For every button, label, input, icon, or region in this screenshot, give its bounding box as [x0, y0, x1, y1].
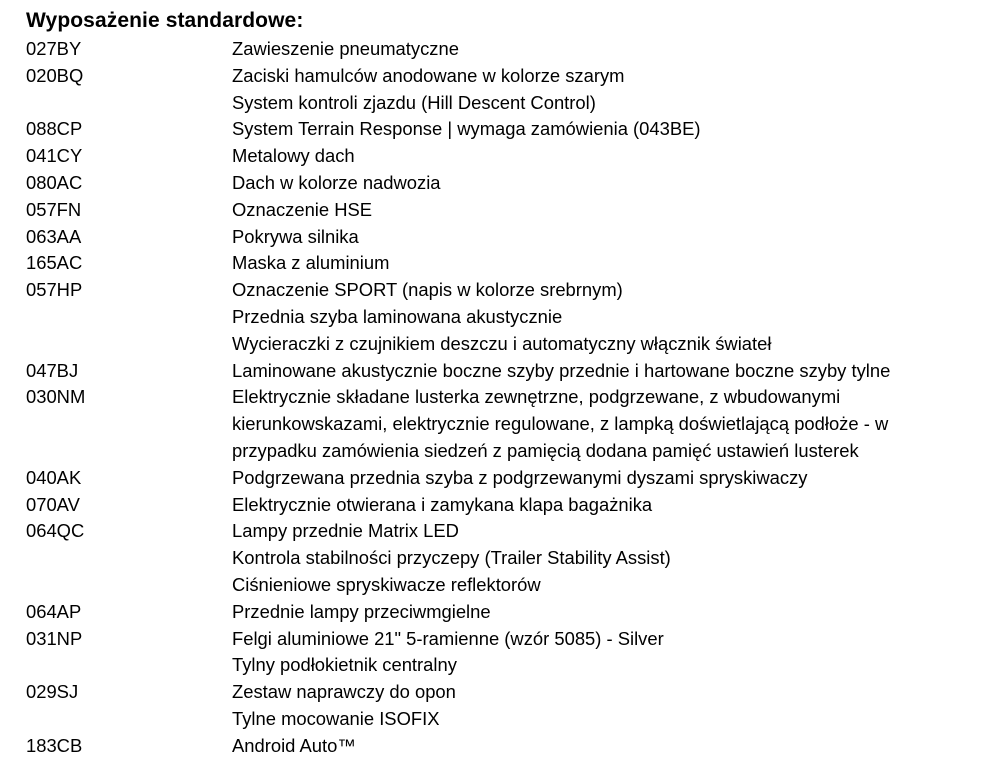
- equipment-row: [26, 63, 976, 90]
- equipment-row: [26, 358, 976, 385]
- equipment-code: 047BJ: [26, 359, 79, 381]
- equipment-row: [26, 652, 976, 679]
- equipment-code: 020BQ: [26, 64, 84, 86]
- equipment-row: [26, 706, 976, 733]
- equipment-row: [26, 116, 976, 143]
- equipment-row: [26, 465, 976, 492]
- equipment-row: [26, 224, 976, 251]
- equipment-row: [26, 277, 976, 304]
- equipment-code: 057HP: [26, 279, 83, 301]
- equipment-description: Dach w kolorze nadwozia: [232, 171, 441, 193]
- equipment-description: Elektrycznie składane lusterka zewnętrzne, podgrzewane, z wbudowanymi kierunkowskazami, elektrycznie regulowane, z lampką doświetlającą podłoże - w przypadku zamówienia siedzeń z pamięcią dodana pamięć ustawień lusterek: [232, 386, 889, 461]
- equipment-description: Pokrywa silnika: [232, 225, 359, 247]
- equipment-description: Maska z aluminium: [232, 252, 390, 274]
- equipment-code: 064QC: [26, 520, 85, 542]
- equipment-code: 031NP: [26, 627, 83, 649]
- equipment-description: Elektrycznie otwierana i zamykana klapa bagażnika: [232, 493, 653, 515]
- equipment-description: Przednia szyba laminowana akustycznie: [232, 305, 563, 327]
- equipment-description: Zestaw naprawczy do opon: [232, 681, 456, 703]
- equipment-description: Metalowy dach: [232, 145, 355, 167]
- equipment-code: 165AC: [26, 252, 83, 274]
- equipment-description: Oznaczenie SPORT (napis w kolorze srebrnym): [232, 279, 623, 301]
- equipment-code: 041CY: [26, 145, 83, 167]
- equipment-row: [26, 626, 976, 653]
- equipment-description: Kontrola stabilności przyczepy (Trailer Stability Assist): [232, 547, 671, 569]
- equipment-description: System Terrain Response | wymaga zamówienia (043BE): [232, 118, 701, 140]
- equipment-code: 088CP: [26, 118, 83, 140]
- equipment-row: [26, 492, 976, 519]
- equipment-description: Lampy przednie Matrix LED: [232, 520, 459, 542]
- equipment-code: 183CB: [26, 734, 83, 756]
- equipment-row: [26, 331, 976, 358]
- equipment-code: 070AV: [26, 493, 80, 515]
- equipment-code: 064AP: [26, 600, 82, 622]
- equipment-description: Tylne mocowanie ISOFIX: [232, 707, 440, 729]
- equipment-description: Android Auto™: [232, 734, 356, 756]
- equipment-row: [26, 197, 976, 224]
- equipment-row: [26, 599, 976, 626]
- equipment-row: [26, 36, 976, 63]
- equipment-code: 029SJ: [26, 681, 79, 703]
- equipment-description: Zawieszenie pneumatyczne: [232, 38, 459, 59]
- equipment-description: Wycieraczki z czujnikiem deszczu i automatyczny włącznik świateł: [232, 332, 772, 354]
- equipment-row: [26, 545, 976, 572]
- equipment-list: [26, 36, 976, 760]
- equipment-code: 030NM: [26, 386, 86, 408]
- equipment-code: 063AA: [26, 225, 82, 247]
- equipment-row: [26, 679, 976, 706]
- equipment-row: [26, 304, 976, 331]
- equipment-row: [26, 250, 976, 277]
- equipment-description: Laminowane akustycznie boczne szyby przednie i hartowane boczne szyby tylne: [232, 359, 891, 381]
- equipment-description: Tylny podłokietnik centralny: [232, 654, 457, 676]
- equipment-description: Oznaczenie HSE: [232, 198, 373, 220]
- equipment-code: 080AC: [26, 171, 83, 193]
- equipment-document: [26, 6, 976, 760]
- equipment-description: Ciśnieniowe spryskiwacze reflektorów: [232, 573, 541, 595]
- equipment-description: System kontroli zjazdu (Hill Descent Control): [232, 91, 596, 113]
- equipment-row: [26, 733, 976, 760]
- equipment-row: [26, 518, 976, 545]
- equipment-description: Podgrzewana przednia szyba z podgrzewanymi dyszami spryskiwaczy: [232, 466, 808, 488]
- equipment-description: Zaciski hamulców anodowane w kolorze szarym: [232, 64, 625, 86]
- equipment-code: 040AK: [26, 466, 82, 488]
- equipment-description: Przednie lampy przeciwmgielne: [232, 600, 491, 622]
- section-heading: Wyposażenie standardowe:: [26, 9, 304, 32]
- equipment-row: [26, 572, 976, 599]
- equipment-code: 027BY: [26, 38, 82, 59]
- equipment-code: 057FN: [26, 198, 82, 220]
- equipment-row: [26, 384, 976, 464]
- equipment-row: [26, 143, 976, 170]
- equipment-row: [26, 90, 976, 117]
- equipment-row: [26, 170, 976, 197]
- equipment-description: Felgi aluminiowe 21" 5-ramienne (wzór 5085) - Silver: [232, 627, 664, 649]
